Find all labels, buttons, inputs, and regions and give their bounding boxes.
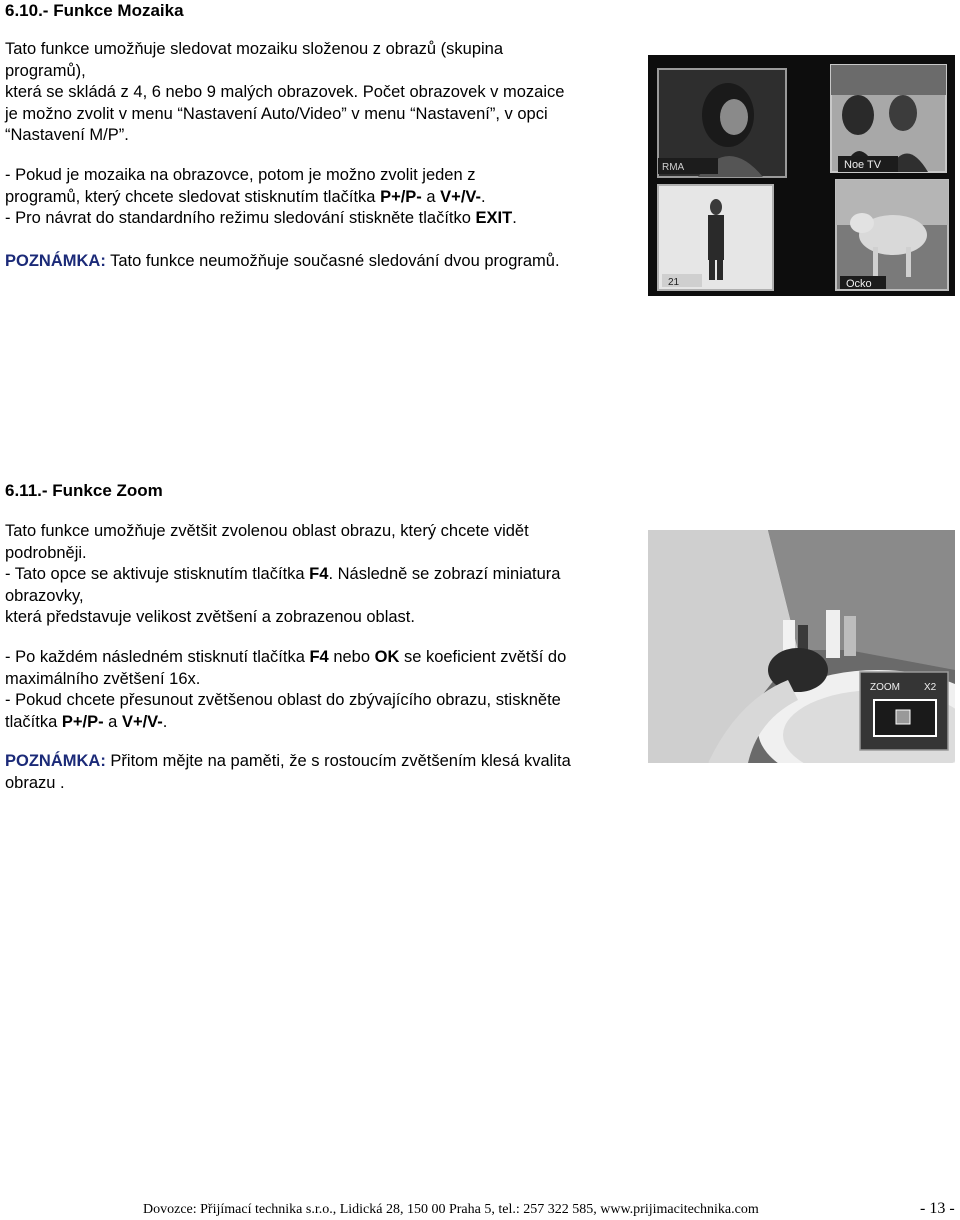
channel-logo-top-right: Noe TV <box>844 159 882 171</box>
mosaic-step-line: programů, který chcete sledovat stisknutím tlačítka P+/P- a V+/V-. <box>5 187 486 206</box>
key-v-label: V+/V- <box>121 712 163 731</box>
mosaic-intro-line: je možno zvolit v menu “Nastavení Auto/Video” v menu “Nastavení”, v opci <box>5 104 548 123</box>
note-label: POZNÁMKA: <box>5 252 106 270</box>
zoom-steps <box>5 647 640 733</box>
key-p-label: P+/P- <box>61 712 104 731</box>
mosaic-intro-line: programů), <box>5 61 86 80</box>
mosaic-steps <box>5 165 635 230</box>
mosaic-intro-line: Tato funkce umožňuje sledovat mozaiku složenou z obrazů (skupina <box>5 40 504 58</box>
zoom-osd-label: ZOOM <box>870 682 900 693</box>
mosaic-step-line: - Pokud je mozaika na obrazovce, potom je možno zvolit jeden z <box>5 166 476 184</box>
zoom-line: maximálního zvětšení 16x. <box>5 669 201 688</box>
zoom-line: - Po každém následném stisknutí tlačítka F4 nebo OK se koeficient zvětší do <box>5 648 567 666</box>
channel-logo-bottom-right: Ocko <box>846 278 872 290</box>
mosaic-intro <box>5 39 635 147</box>
zoom-note: POZNÁMKA: Přitom mějte na paměti, že s rostoucím zvětšením klesá kvalita obrazu . <box>5 752 571 792</box>
zoom-line: která představuje velikost zvětšení a zobrazenou oblast. <box>5 608 415 626</box>
zoom-line: podrobněji. <box>5 543 87 562</box>
key-v-label: V+/V- <box>440 187 481 206</box>
channel-logo-bottom-left: 21 <box>668 277 680 288</box>
key-ok-label: OK <box>374 648 400 666</box>
key-f4-label: F4 <box>309 565 329 583</box>
key-exit-label: EXIT <box>475 209 513 227</box>
mosaic-step-line: - Pro návrat do standardního režimu sledování stiskněte tlačítko EXIT. <box>5 209 517 227</box>
mosaic-photo <box>648 55 955 296</box>
zoom-line: obrazovky, <box>5 586 84 605</box>
zoom-line: Tato funkce umožňuje zvětšit zvolenou oblast obrazu, který chcete vidět <box>5 522 529 540</box>
mosaic-intro-line: která se skládá z 4, 6 nebo 9 malých obrazovek. Počet obrazovek v mozaice <box>5 83 565 101</box>
key-f4-label: F4 <box>309 648 329 666</box>
zoom-line: tlačítka P+/P- a V+/V-. <box>5 712 168 731</box>
channel-logo-top-left: RMA <box>662 162 685 173</box>
note-label: POZNÁMKA: <box>5 752 106 770</box>
mosaic-intro-line: “Nastavení M/P”. <box>5 126 129 144</box>
zoom-intro <box>5 521 640 629</box>
mosaic-note: POZNÁMKA: Tato funkce neumožňuje současné sledování dvou programů. <box>5 252 560 270</box>
key-p-label: P+/P- <box>380 187 422 206</box>
footer-importer: Dovozce: Přijímací technika s.r.o., Lidická 28, 150 00 Praha 5, tel.: 257 322 585, www.prijimacitechnika.com <box>143 1202 759 1217</box>
zoom-photo <box>648 530 955 763</box>
zoom-osd-factor: X2 <box>924 682 937 693</box>
zoom-line: - Pokud chcete přesunout zvětšenou oblast do zbývajícího obrazu, stiskněte <box>5 691 561 709</box>
zoom-line: - Tato opce se aktivuje stisknutím tlačítka F4. Následně se zobrazí miniatura <box>5 565 561 583</box>
page-number: - 13 - <box>920 1200 955 1217</box>
section-title-mosaic: 6.10.- Funkce Mozaika <box>5 1 184 20</box>
section-title-zoom: 6.11.- Funkce Zoom <box>5 481 163 500</box>
